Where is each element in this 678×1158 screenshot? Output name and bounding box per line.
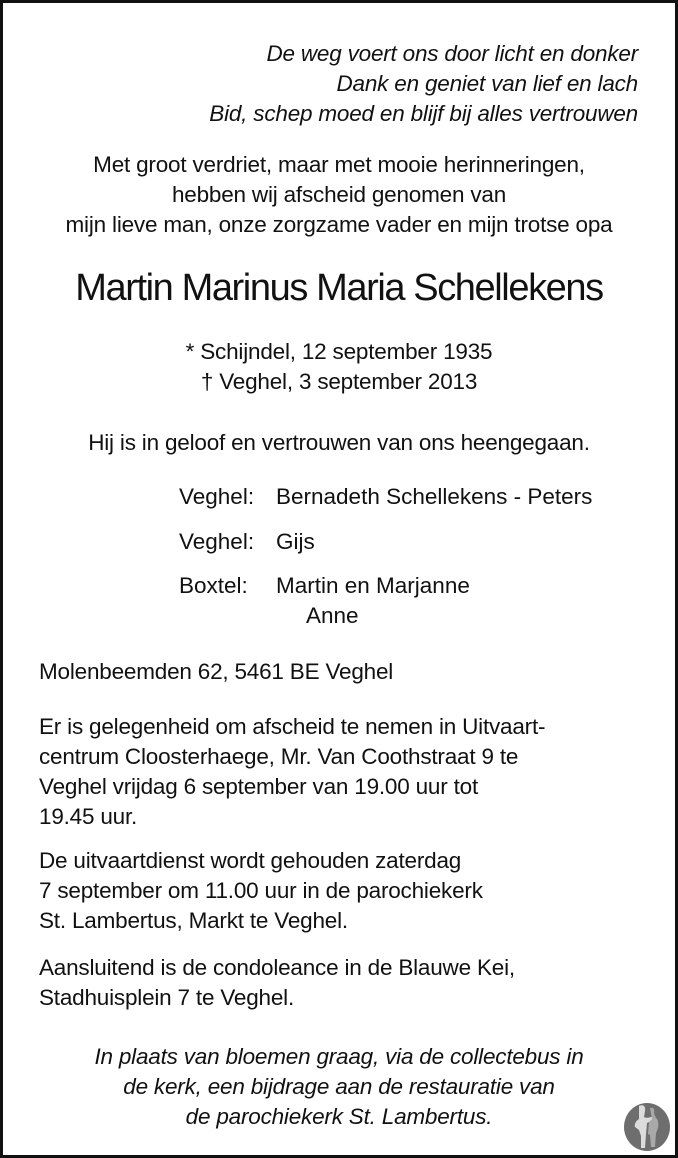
family-place: Veghel: [179, 529, 255, 554]
address: Molenbeemden 62, 5461 BE Veghel [39, 659, 394, 684]
family-row [179, 527, 315, 557]
death-info: Veghel, 3 september 2013 [219, 369, 478, 394]
family-row [179, 482, 592, 512]
donation-line: de kerk, een bijdrage aan de restauratie van [123, 1074, 555, 1099]
visitation-line: Er is gelegenheid om afscheid te nemen in Uitvaart- [39, 714, 546, 739]
visitation-line: Veghel vrijdag 6 september van 19.00 uur tot [39, 774, 478, 799]
birth-line [3, 337, 675, 367]
family-row-continued [306, 601, 359, 631]
poem-line: Dank en geniet van lief en lach [336, 71, 638, 96]
service-line: De uitvaartdienst wordt gehouden zaterdag [39, 848, 462, 873]
family-row [179, 571, 470, 601]
poem-line: Bid, schep moed en blijf bij alles vertrouwen [209, 101, 638, 126]
condolence-line: Stadhuisplein 7 te Veghel. [39, 985, 295, 1010]
condolence-line: Aansluitend is de condoleance in de Blauwe Kei, [39, 955, 515, 980]
visitation-line: 19.45 uur. [39, 804, 138, 829]
embracing-figures-icon [622, 1100, 672, 1152]
family-names: Martin en Marjanne [276, 573, 470, 598]
cross-icon: † [200, 369, 214, 394]
family-names: Gijs [276, 529, 315, 554]
birth-symbol-icon: * [185, 339, 195, 364]
intro-line: hebben wij afscheid genomen van [171, 182, 507, 207]
poem-line: De weg voert ons door licht en donker [266, 41, 638, 66]
intro-line: mijn lieve man, onze zorgzame vader en mijn trotse opa [65, 212, 613, 237]
birth-info: Schijndel, 12 september 1935 [200, 339, 493, 364]
family-names: Bernadeth Schellekens - Peters [276, 484, 593, 509]
donation-line: de parochiekerk St. Lambertus. [185, 1104, 493, 1129]
visitation-line: centrum Cloosterhaege, Mr. Van Coothstraat 9 te [39, 744, 519, 769]
family-place: Veghel: [179, 484, 255, 509]
family-names: Anne [306, 603, 359, 628]
faith-statement: Hij is in geloof en vertrouwen van ons heengegaan. [88, 430, 590, 455]
family-place: Boxtel: [179, 573, 248, 598]
donation-line: In plaats van bloemen graag, via de collectebus in [94, 1044, 584, 1069]
deceased-name: Martin Marinus Maria Schellekens [75, 267, 603, 309]
service-line: 7 september om 11.00 uur in de parochiekerk [39, 878, 483, 903]
death-line [3, 367, 675, 397]
intro-line: Met groot verdriet, maar met mooie herinneringen, [93, 152, 585, 177]
service-line: St. Lambertus, Markt te Veghel. [39, 908, 348, 933]
